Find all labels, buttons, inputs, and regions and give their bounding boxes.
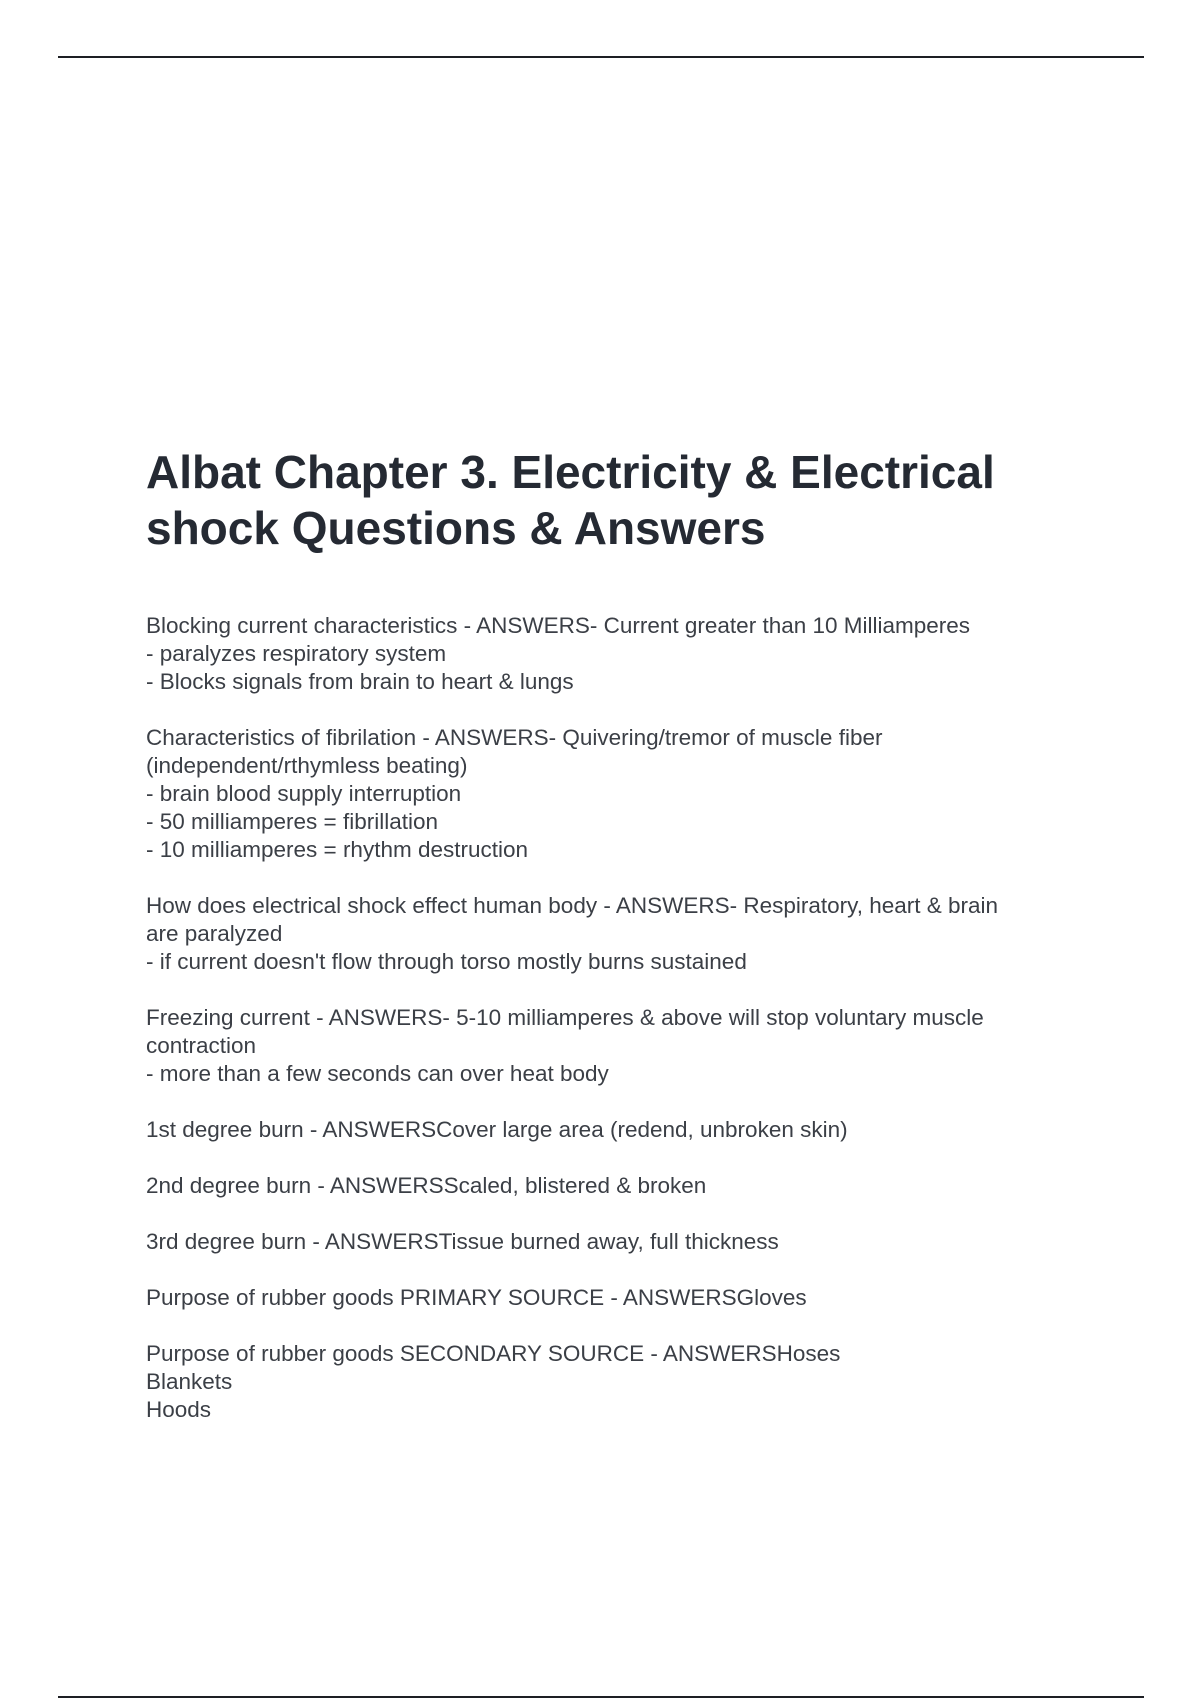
qa-line: (independent/rthymless beating) [146,753,468,778]
title-line: shock Questions & Answers [146,502,766,554]
qa-line: Hoods [146,1397,212,1422]
qa-line: 3rd degree burn - ANSWERSTissue burned away, full thickness [146,1229,779,1254]
qa-item [146,612,1096,696]
qa-line: contraction [146,1033,257,1058]
qa-list [146,612,1096,1452]
qa-line: Purpose of rubber goods PRIMARY SOURCE - ANSWERSGloves [146,1285,807,1310]
qa-item [146,1116,1096,1144]
qa-line: 2nd degree burn - ANSWERSScaled, blistered & broken [146,1173,707,1198]
top-rule [58,56,1144,58]
qa-item [146,1004,1096,1088]
qa-line: Blocking current characteristics - ANSWERS- Current greater than 10 Milliamperes [146,613,971,638]
qa-line: Purpose of rubber goods SECONDARY SOURCE - ANSWERSHoses [146,1341,841,1366]
qa-line: - paralyzes respiratory system [146,641,447,666]
qa-line: Blankets [146,1369,233,1394]
qa-item [146,1172,1096,1200]
qa-line: - brain blood supply interruption [146,781,462,806]
qa-line: How does electrical shock effect human body - ANSWERS- Respiratory, heart & brain [146,893,999,918]
qa-line: 1st degree burn - ANSWERSCover large area (redend, unbroken skin) [146,1117,848,1142]
qa-item [146,1228,1096,1256]
qa-item [146,1340,1096,1424]
qa-line: - more than a few seconds can over heat body [146,1061,609,1086]
qa-line: are paralyzed [146,921,283,946]
qa-line: Characteristics of fibrilation - ANSWERS- Quivering/tremor of muscle fiber [146,725,883,750]
qa-line: - if current doesn't flow through torso mostly burns sustained [146,949,747,974]
qa-line: - Blocks signals from brain to heart & lungs [146,669,574,694]
qa-line: - 10 milliamperes = rhythm destruction [146,837,529,862]
title-line: Albat Chapter 3. Electricity & Electrical [146,446,995,498]
qa-line: - 50 milliamperes = fibrillation [146,809,438,834]
qa-item [146,724,1096,864]
document-title [146,444,1086,556]
bottom-rule [58,1696,1144,1698]
qa-item [146,892,1096,976]
qa-item [146,1284,1096,1312]
qa-line: Freezing current - ANSWERS- 5-10 milliamperes & above will stop voluntary muscle [146,1005,984,1030]
